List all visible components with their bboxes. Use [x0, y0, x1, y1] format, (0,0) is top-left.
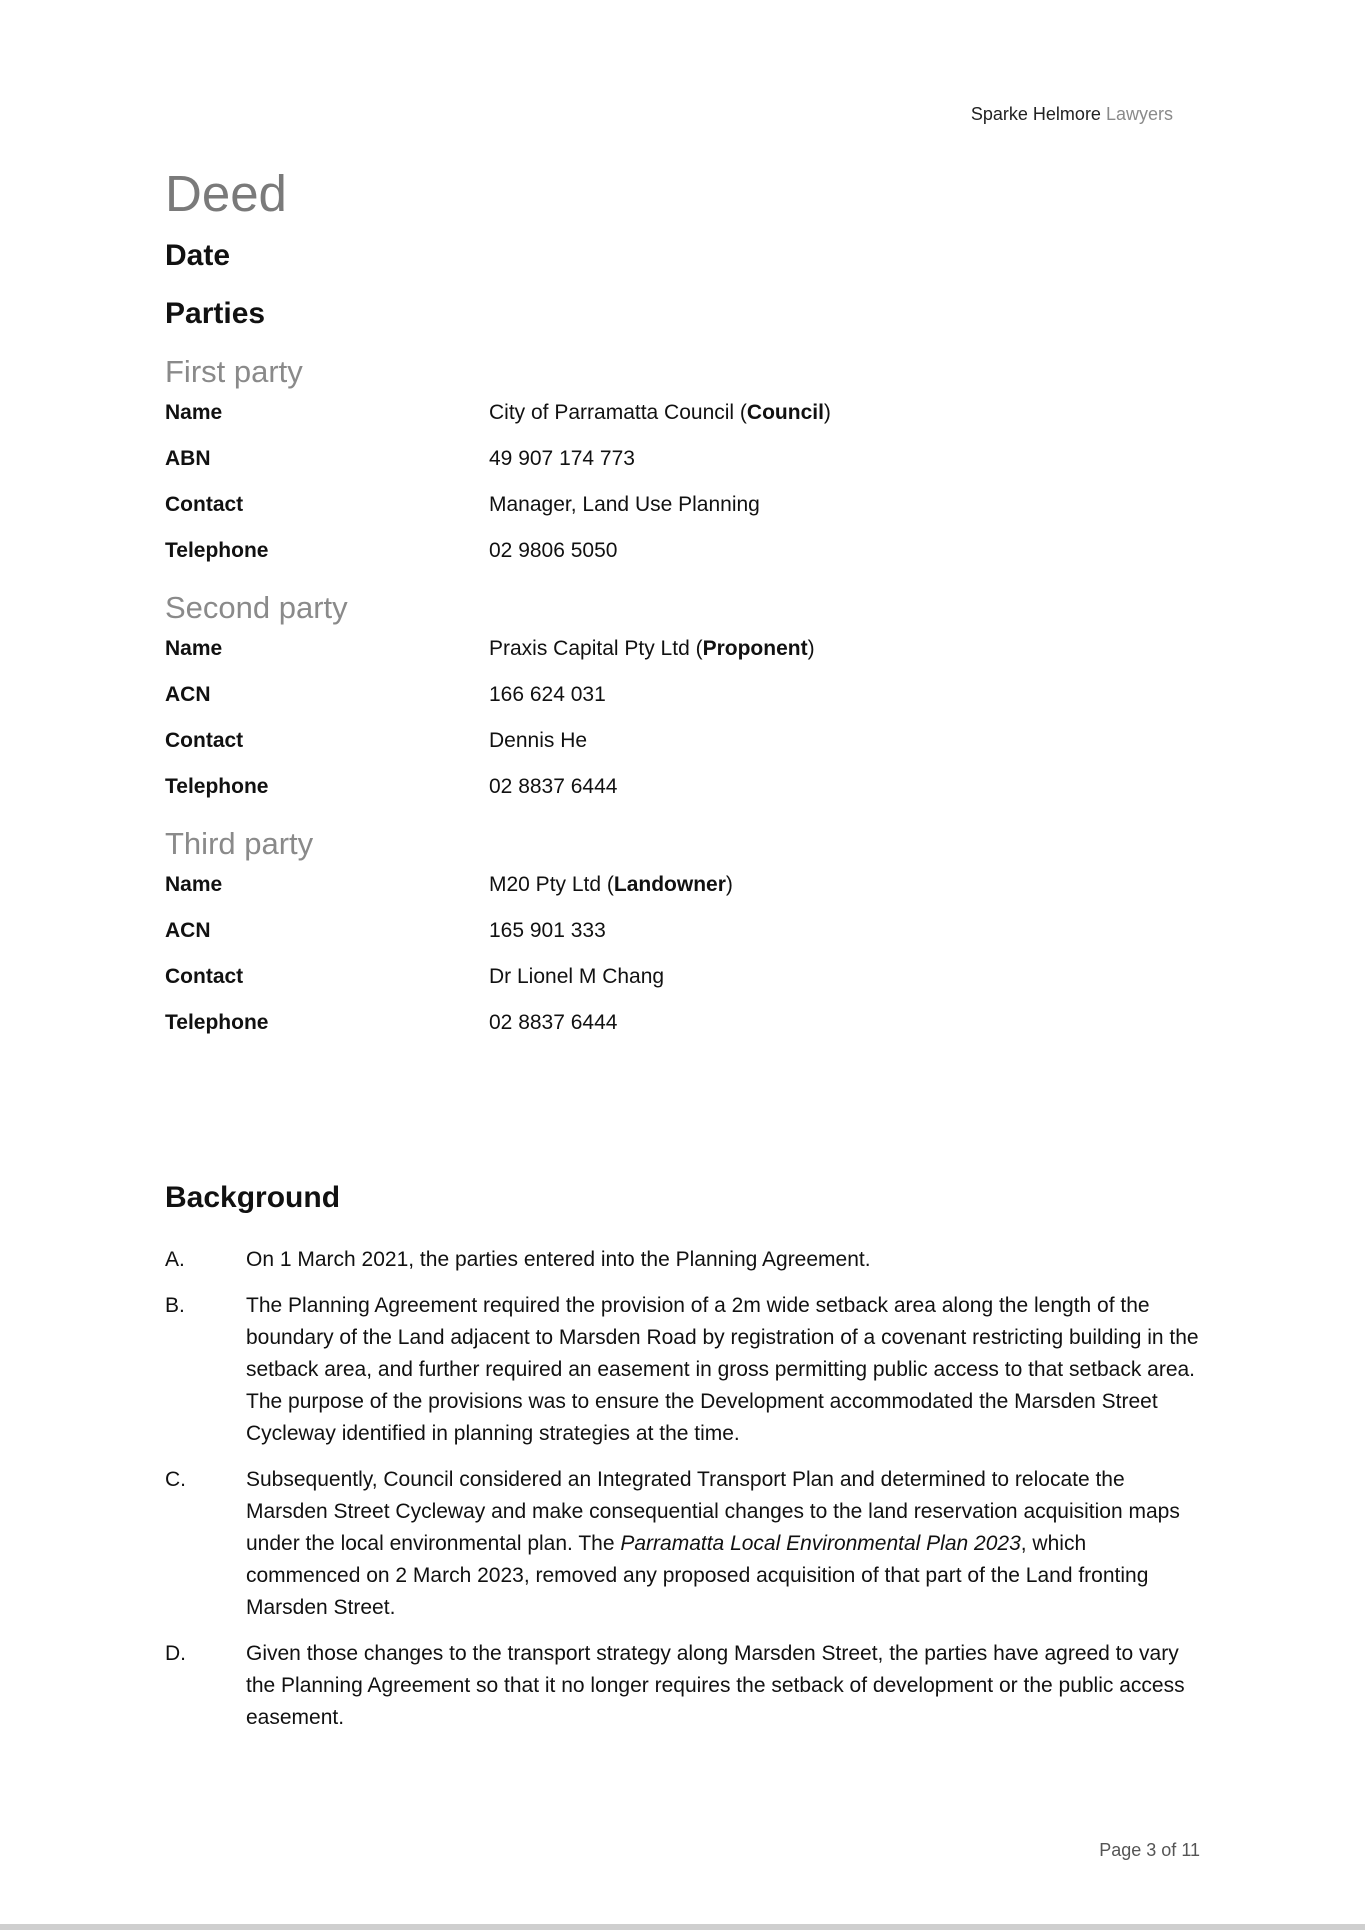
party-row-telephone [165, 764, 1200, 810]
row-value: 02 8837 6444 [489, 1011, 618, 1034]
row-label: ACN [165, 683, 211, 706]
row-value: Praxis Capital Pty Ltd (Proponent) [489, 637, 815, 660]
row-value: Dr Lionel M Chang [489, 965, 665, 988]
party-row-telephone [165, 1000, 1200, 1046]
date-heading: Date [165, 239, 231, 272]
party-row-abn [165, 436, 1200, 482]
party-second [165, 590, 1200, 810]
background-item-c [165, 1464, 1205, 1624]
party-row-name [165, 390, 1200, 436]
background-item-a [165, 1244, 1205, 1276]
defined-term: Council [746, 401, 824, 424]
brand-suffix: Lawyers [1105, 104, 1173, 124]
background-item-d [165, 1638, 1205, 1734]
item-letter: D. [165, 1642, 186, 1665]
item-letter: B. [165, 1294, 185, 1317]
defined-term: Proponent [702, 637, 808, 660]
item-text: The Planning Agreement required the provision of a 2m wide setback area along the length of the boundary of the Land adjacent to Marsden Road by registration of a covenant restricting building in the setback area, and further required an easement in gross permitting public access to that setback area. The purpose of the provisions was to ensure the Development accommodated the Marsden Street Cycleway identified in planning strategies at the time. [246, 1294, 1199, 1445]
row-label: Telephone [165, 775, 269, 798]
row-value: City of Parramatta Council (Council) [489, 401, 831, 424]
row-value: Manager, Land Use Planning [489, 493, 760, 516]
deed-content [165, 166, 1200, 1046]
party-row-telephone [165, 528, 1200, 574]
party-row-contact [165, 718, 1200, 764]
item-text: Given those changes to the transport strategy along Marsden Street, the parties have agreed to vary the Planning Agreement so that it no longer requires the setback of development or the public access easement. [246, 1642, 1185, 1729]
row-label: Contact [165, 965, 244, 988]
item-text: On 1 March 2021, the parties entered into the Planning Agreement. [246, 1248, 871, 1271]
row-label: Telephone [165, 1011, 269, 1034]
row-label: Name [165, 401, 223, 424]
brand-name: Sparke Helmore [970, 104, 1101, 124]
background-heading: Background [165, 1181, 341, 1214]
row-label: ACN [165, 919, 211, 942]
party-heading: Second party [165, 590, 348, 625]
row-label: ABN [165, 447, 211, 470]
party-row-contact [165, 482, 1200, 528]
page-bottom-edge [0, 1924, 1365, 1930]
row-label: Contact [165, 493, 244, 516]
party-heading: Third party [165, 826, 314, 861]
party-row-name [165, 626, 1200, 672]
party-row-acn [165, 908, 1200, 954]
row-value: 165 901 333 [489, 919, 606, 942]
row-value: 166 624 031 [489, 683, 606, 706]
row-label: Contact [165, 729, 244, 752]
party-row-acn [165, 672, 1200, 718]
row-label: Telephone [165, 539, 269, 562]
party-heading: First party [165, 354, 303, 389]
row-label: Name [165, 873, 223, 896]
row-value: M20 Pty Ltd (Landowner) [489, 873, 733, 896]
row-value: 49 907 174 773 [489, 447, 635, 470]
party-row-contact [165, 954, 1200, 1000]
defined-term: Landowner [613, 873, 726, 896]
page-indicator: Page 3 of 11 [1099, 1840, 1200, 1860]
document-title: Deed [165, 165, 287, 222]
row-value: 02 9806 5050 [489, 539, 618, 562]
party-row-name [165, 862, 1200, 908]
row-value: 02 8837 6444 [489, 775, 618, 798]
row-value: Dennis He [489, 729, 588, 752]
background-item-b [165, 1290, 1205, 1450]
background-list [165, 1244, 1205, 1748]
item-letter: C. [165, 1468, 186, 1491]
party-first [165, 354, 1200, 574]
header-brand [971, 104, 1173, 125]
item-text: Subsequently, Council considered an Integrated Transport Plan and determined to relocate the Marsden Street Cycleway and make consequential changes to the land reservation acquisition maps under the local environmental plan. The Parramatta Local Environmental Plan 2023, which commenced on 2 March 2023, removed any proposed acquisition of that part of the Land fronting Marsden Street. [246, 1468, 1180, 1619]
item-letter: A. [165, 1248, 185, 1271]
row-label: Name [165, 637, 223, 660]
instrument-title: Parramatta Local Environmental Plan 2023 [620, 1532, 1021, 1555]
parties-heading: Parties [165, 297, 266, 330]
party-third [165, 826, 1200, 1046]
